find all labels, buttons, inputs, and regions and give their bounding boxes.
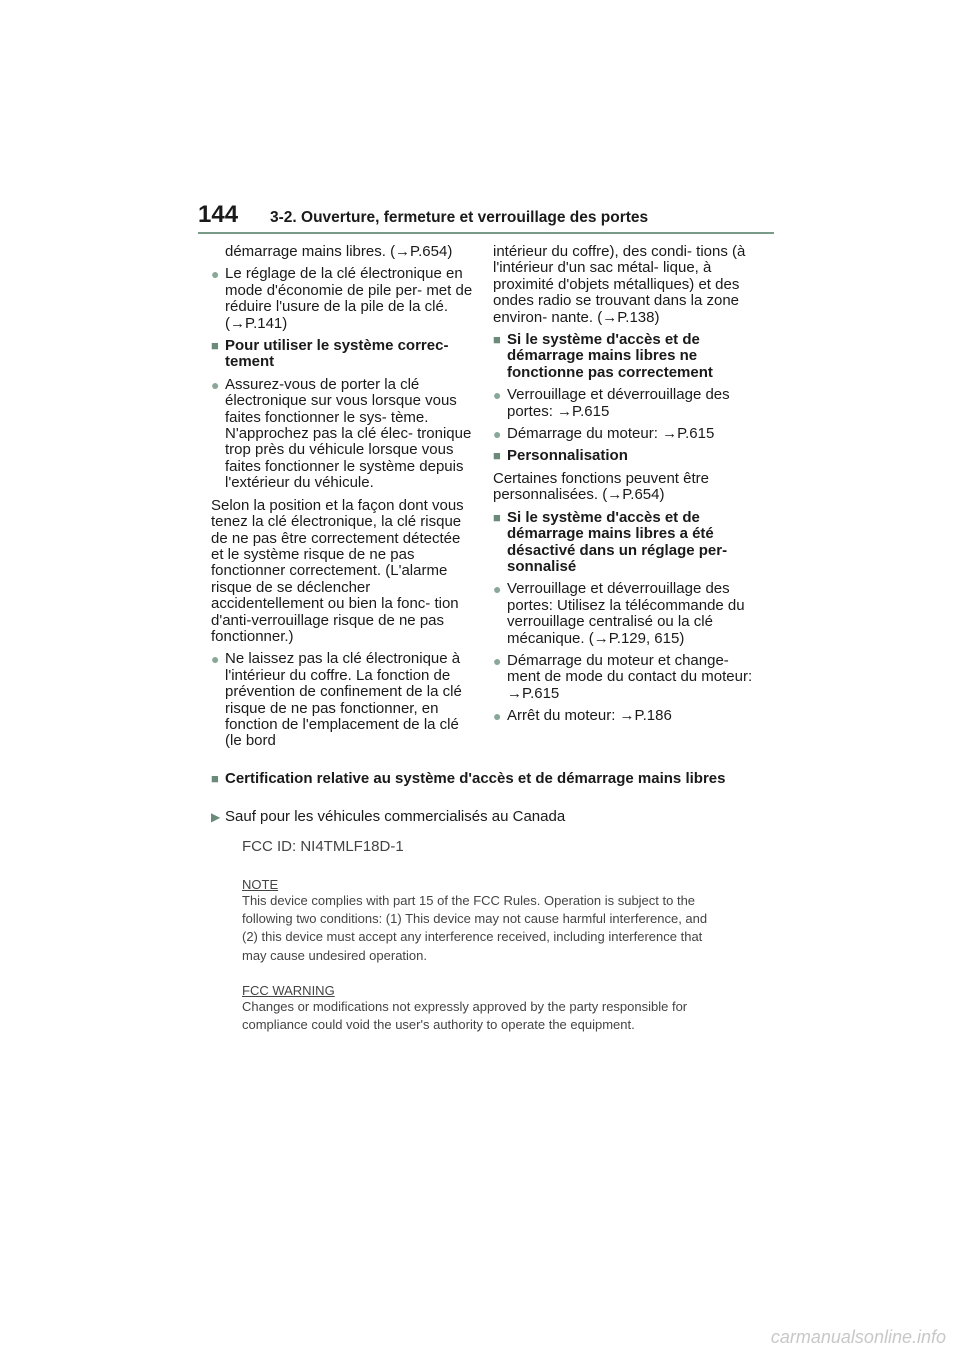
fcc-warning-title: FCC WARNING xyxy=(242,982,335,998)
fcc-note-text: This device complies with part 15 of the FCC Rules. Operation is subject to the following two conditions: (1) This device may not cause harmful interference, and (2) this device must accept any interference received, including interference that may cause undesired operation. xyxy=(242,893,708,963)
heading-text: Certification relative au système d'accès et de démarrage mains libres xyxy=(225,770,726,787)
bullet-text: Verrouillage et déverrouillage des portes: Utilisez la télécommande du verrouillage centralisé ou la clé mécanique. (→P.129, 615) xyxy=(507,580,745,647)
bullet-dot-icon: ● xyxy=(493,652,502,669)
heading-text: Si le système d'accès et de démarrage mains libres a été désactivé dans un réglage per- sonnalisé xyxy=(507,508,728,575)
left-column xyxy=(211,244,473,756)
left-bullet-2 xyxy=(211,377,473,492)
square-icon: ■ xyxy=(493,448,501,464)
bullet-text: Verrouillage et déverrouillage des portes: →P.615 xyxy=(507,386,730,420)
fcc-note-title: NOTE xyxy=(242,877,279,892)
left-bullet-1 xyxy=(211,266,473,332)
bullet-dot-icon: ● xyxy=(493,581,502,598)
right-heading-2 xyxy=(493,448,755,464)
heading-text: Pour utiliser le système correc- tement xyxy=(225,337,449,371)
right-heading-1 xyxy=(493,332,755,381)
left-cont-text: démarrage mains libres. (→P.654) xyxy=(225,243,453,260)
bullet-text: Assurez-vous de porter la clé électronique sur vous lorsque vous faites fonctionner le sys- tème. N'approchez pas la clé élec- tronique trop près du véhicule lorsque vous faites fonctionner le système depuis l'extérieur du véhicule. xyxy=(225,375,472,492)
left-heading-1 xyxy=(211,338,473,371)
right-heading-3 xyxy=(493,510,755,576)
right-paragraph-1: Certaines fonctions peuvent être personnalisées. (→P.654) xyxy=(493,469,709,504)
right-bullet-2 xyxy=(493,426,755,442)
heading-text: Si le système d'accès et de démarrage mains libres ne fonctionne pas correctement xyxy=(507,331,713,381)
fcc-block xyxy=(242,838,722,1034)
canada-note xyxy=(211,809,765,825)
square-icon: ■ xyxy=(211,338,219,354)
arrow-right-icon: ▶ xyxy=(211,810,221,824)
bullet-text: Arrêt du moteur: →P.186 xyxy=(507,707,672,725)
square-icon: ■ xyxy=(211,771,219,786)
fcc-spacer xyxy=(242,965,722,983)
bullet-text: Ne laissez pas la clé électronique à l'intérieur du coffre. La fonction de prévention de confinement de la clé risque de ne pas fonctionner, en fonction de l'emplacement de la clé (le bord xyxy=(225,650,462,750)
bullet-dot-icon: ● xyxy=(493,708,502,725)
section-title: 3-2. Ouverture, fermeture et verrouillage des portes xyxy=(270,209,649,226)
right-cont-text: intérieur du coffre), des condi- tions (à l'intérieur d'un sac métal- lique, à proximité d'objets métalliques) et des ondes radio se trouvant dans la zone environ- nante. (→P.138) xyxy=(493,243,746,326)
right-bullet-3 xyxy=(493,581,755,647)
bullet-dot-icon: ● xyxy=(211,266,220,283)
bullet-dot-icon: ● xyxy=(211,651,220,668)
header-rule xyxy=(198,232,774,234)
left-bullet-3 xyxy=(211,651,473,749)
fcc-id: FCC ID: NI4TMLF18D-1 xyxy=(242,838,404,855)
bullet-dot-icon: ● xyxy=(493,426,502,443)
bullet-dot-icon: ● xyxy=(211,376,220,393)
bullet-text: Démarrage du moteur et change- ment de mode du contact du moteur: →P.615 xyxy=(507,651,753,702)
certification-heading xyxy=(211,771,765,787)
note-text: Sauf pour les véhicules commercialisés au Canada xyxy=(225,808,566,825)
right-bullet-1 xyxy=(493,387,755,420)
right-column xyxy=(493,244,755,731)
page-number: 144 xyxy=(198,201,239,228)
bullet-text: Démarrage du moteur: →P.615 xyxy=(507,425,715,443)
right-bullet-5 xyxy=(493,708,755,724)
right-bullet-4 xyxy=(493,653,755,702)
heading-text: Personnalisation xyxy=(507,447,628,465)
square-icon: ■ xyxy=(493,332,501,348)
fcc-warning-text: Changes or modifications not expressly approved by the party responsible for compliance could void the user's authority to operate the equipment. xyxy=(242,998,688,1033)
square-icon: ■ xyxy=(493,509,501,525)
left-paragraph-1: Selon la position et la façon dont vous tenez la clé électronique, la clé risque de ne pas être correctement détectée et le système risque de ne pas fonctionner correctement. (L'alarme risque de se déclencher accidentellement ou bien la fonc- tion d'anti-verrouillage risque de ne pas fonctionner.) xyxy=(211,496,464,645)
bullet-dot-icon: ● xyxy=(493,387,502,404)
bullet-text: Le réglage de la clé électronique en mode d'économie de pile per- met de réduire l'usure de la pile de la clé. (→P.141) xyxy=(225,265,473,332)
watermark: carmanualsonline.info xyxy=(770,1327,946,1347)
